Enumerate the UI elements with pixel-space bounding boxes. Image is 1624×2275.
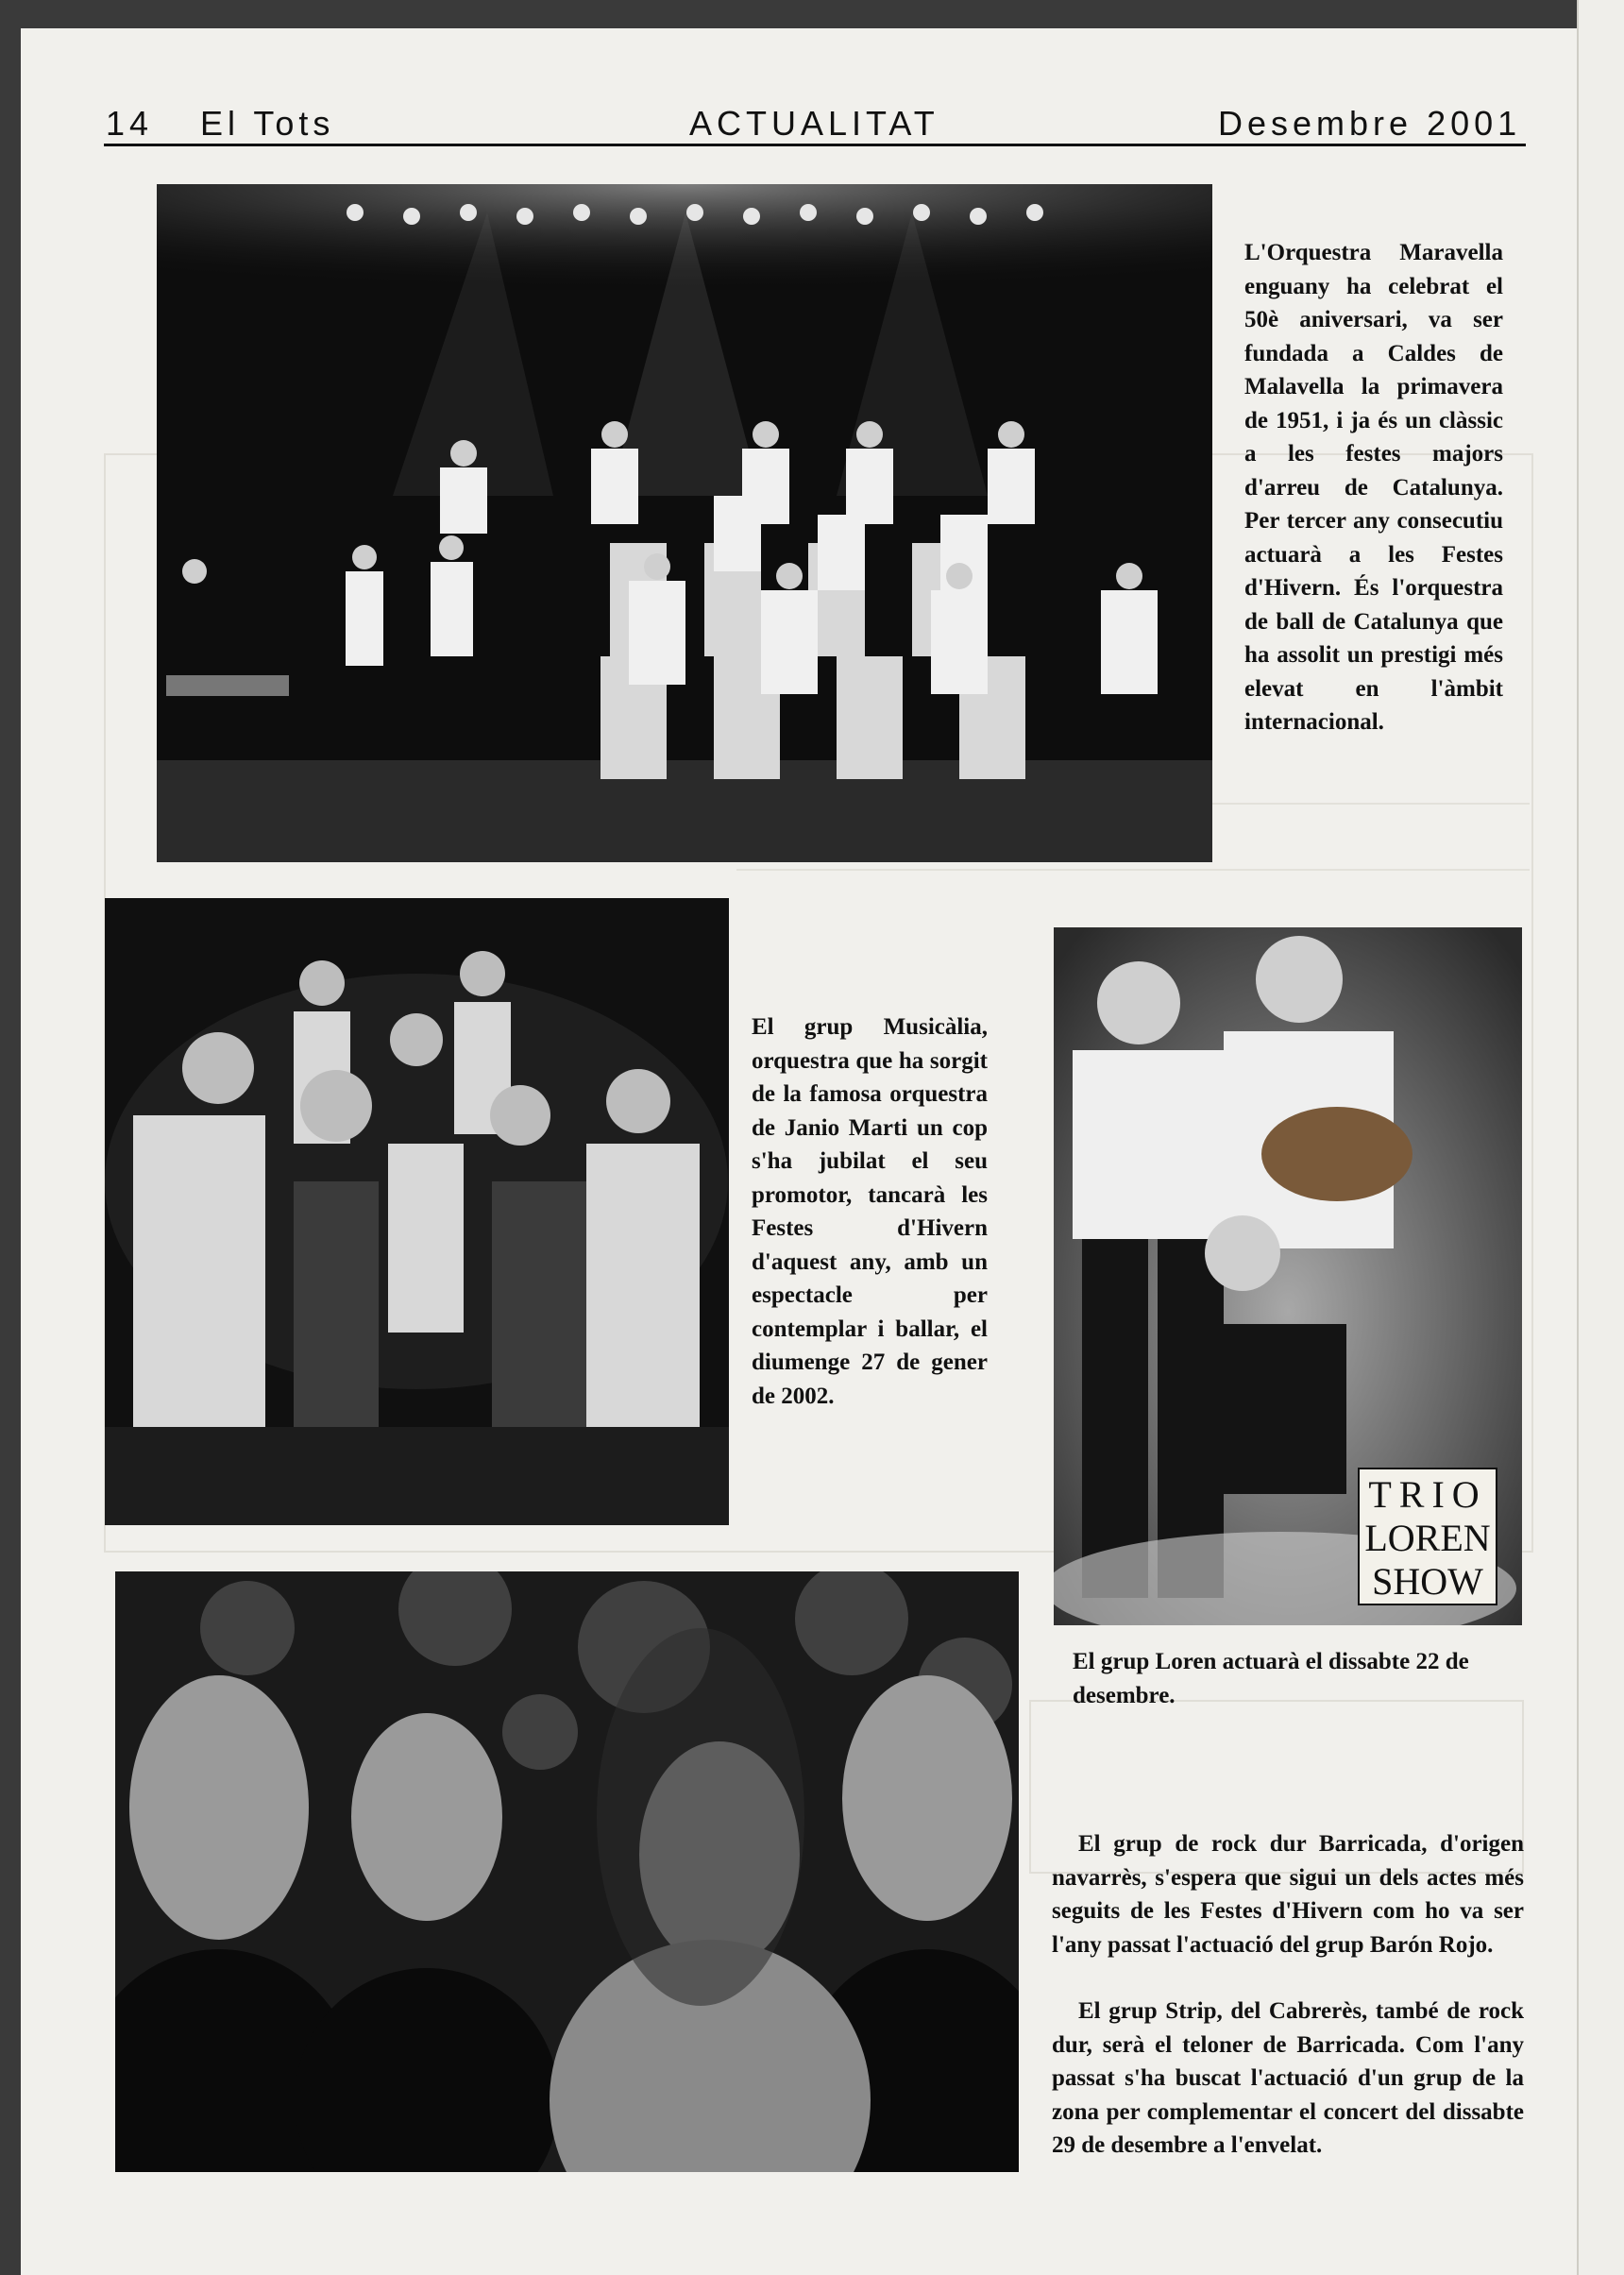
caption-loren: El grup Loren actuarà el dissabte 22 de desembre. [1073, 1649, 1469, 1708]
caption-musicalia: El grup Musicàlia, orquestra que ha sorgit de la famosa orquestra de Janio Marti un cop s'ha jubilat el seu promotor, tancarà les Festes d'Hivern d'aquest any, amb un espectacle per contemplar i ballar, el diumenge 27 de gener de 2002. [752, 1014, 988, 1409]
logo-line-1: TRIO [1368, 1473, 1487, 1516]
issue-date: Desembre 2001 [1218, 104, 1522, 143]
page-spine [1577, 0, 1624, 2275]
trio-loren-show-logo [1358, 1468, 1497, 1605]
header-rule [104, 144, 1526, 146]
barricada-illustration [115, 1571, 1019, 2172]
stage-illustration [157, 184, 1212, 862]
caption-maravella: L'Orquestra Maravella enguany ha celebrat el 50è aniversari, va ser fundada a Caldes de Malavella la primavera de 1951, i ja és un clàssic a les festes majors d'arreu de Catalunya. Per tercer any consecutiu actuarà a les Festes d'Hivern. És l'orquestra de ball de Catalunya que ha assolit un prestigi més elevat en l'àmbit internacional. [1244, 240, 1503, 735]
show-through-row [736, 869, 1530, 871]
caption-barricada-paragraph-2: El grup Strip, del Cabrerès, també de rock dur, serà el teloner de Barricada. Com l'any passat s'ha buscat l'actuació d'un grup de la zona per complementar el concert del dissabte 29 de desembre a l'envelat. [1052, 1998, 1524, 2158]
publication-name: El Tots [200, 104, 335, 143]
photo-grup-barricada [115, 1571, 1019, 2172]
logo-line-3: SHOW [1372, 1560, 1483, 1603]
photo-orquestra-maravella [157, 184, 1212, 862]
musicalia-illustration [105, 898, 729, 1525]
caption-barricada-paragraph-1: El grup de rock dur Barricada, d'origen navarrès, s'espera que sigui un dels actes més seguits de les Festes d'Hivern com ho va ser l'any passat l'actuació del grup Barón Rojo. [1052, 1831, 1524, 1958]
page-number: 14 [106, 104, 154, 143]
photo-grup-musicalia [105, 898, 729, 1525]
section-title: ACTUALITAT [689, 104, 939, 143]
logo-line-2: LOREN [1364, 1517, 1491, 1559]
